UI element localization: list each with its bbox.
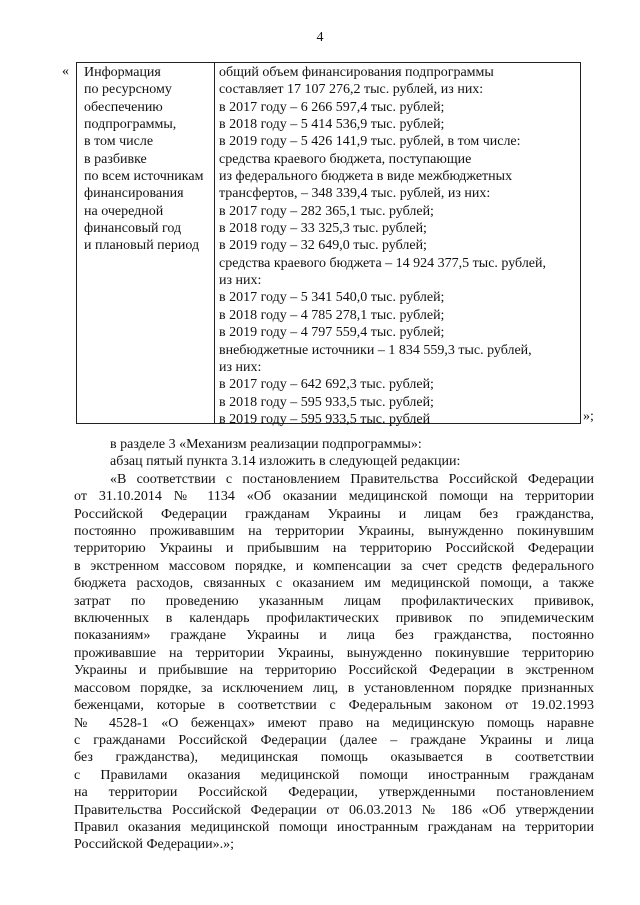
value-line: средства краевого бюджета – 14 924 377,5 тыс. рублей, [219,255,547,271]
value-line: в 2017 году – 642 692,3 тыс. рублей; [219,377,434,393]
paragraph-line: «В соответствии с постановлением Правительства Российской Федерации [110,471,594,487]
section-heading-line: в разделе 3 «Механизм реализации подпрограммы»: [110,437,422,452]
page-number: 4 [316,30,324,45]
label-line: на очередной [84,203,164,219]
label-line: Информация [84,65,161,80]
paragraph-line: с гражданами Российской Федерации (далее – граждане Украины и лица [74,732,594,748]
label-line: по ресурсному [84,82,172,98]
paragraph-line: беженцами, которые в соответствии с Федеральным законом от 19.02.1993 [74,698,594,714]
paragraph-line: с Правилами оказания медицинской помощи иностранным гражданам [74,767,594,783]
value-line: в 2017 году – 5 341 540,0 тыс. рублей; [219,290,445,306]
paragraph-line: Российской Федерации гражданам Украины и лицам без гражданства, [74,506,594,522]
value-line: внебюджетные источники – 1 834 559,3 тыс. рублей, [219,342,532,358]
table-open-quote: « [62,64,69,79]
table-close-quote: »; [583,409,594,424]
paragraph-line: без гражданства), медицинская помощь оказывается в соответствии [74,750,594,766]
paragraph-line: на территории Российской Федерации, утвержденными постановлением [74,785,594,801]
label-line: по всем источникам [84,169,204,185]
paragraph-line: Правительства Российской Федерации от 06.03.2013 № 186 «Об утверждении [74,802,594,818]
resource-info-table [76,62,581,427]
value-line: из федерального бюджета в виде межбюджетных [219,169,513,185]
label-line: в разбивке [84,151,147,167]
value-line: в 2018 году – 4 785 278,1 тыс. рублей; [219,307,445,323]
paragraph-line: в экстренном массовом порядке, и компенсации за счет средств федерального [74,558,594,574]
paragraph-line: Российской Федерации».»; [74,837,235,853]
label-line: подпрограммы, [84,117,177,133]
label-line: финансовый год [84,221,182,237]
label-line: и плановый период [84,238,200,254]
value-line: в 2017 году – 282 365,1 тыс. рублей; [219,203,434,219]
value-line: в 2018 году – 5 414 536,9 тыс. рублей; [219,117,445,133]
label-line: финансирования [84,186,184,202]
paragraph-line: Украины и прибывшие на территорию Российской Федерации в экстренном [74,663,594,679]
table-label-cell [77,63,215,423]
value-line: в 2018 году – 33 325,3 тыс. рублей; [219,221,427,237]
paragraph-line: массовом порядке, за исключением лиц, в установленном порядке признанных [74,680,594,696]
value-line: в 2018 году – 595 933,5 тыс. рублей; [219,394,434,410]
paragraph-line: включенных в календарь профилактических прививок по эпидемическим [74,611,594,627]
value-line: в 2019 году – 32 649,0 тыс. рублей; [219,238,427,254]
instruction-line: абзац пятый пункта 3.14 изложить в следующей редакции: [110,454,461,470]
paragraph-line: показаниям» граждане Украины и лица без гражданства, постоянно [74,628,594,644]
value-line: общий объем финансирования подпрограммы [219,65,494,80]
paragraph-line: бюджета расходов, связанных с оказанием им медицинской помощи, а также [74,576,594,592]
value-line: составляет 17 107 276,2 тыс. рублей, из них: [219,82,484,98]
value-line: в 2019 году – 4 797 559,4 тыс. рублей; [219,325,445,341]
value-line: в 2017 году – 6 266 597,4 тыс. рублей; [219,99,445,115]
table-value-cell [215,63,580,427]
paragraph-line: № 4528-1 «О беженцах» имеют право на медицинскую помощь наравне [74,715,594,731]
value-line: в 2019 году – 5 426 141,9 тыс. рублей, в том числе: [219,134,521,150]
paragraph-line: от 31.10.2014 № 1134 «Об оказании медицинской помощи на территории [74,489,594,505]
document-body [74,436,594,854]
value-line: средства краевого бюджета, поступающие [219,151,472,167]
paragraph-line: постоянно проживавшим на территории Украины, вынужденно покинувшим [74,524,594,540]
paragraph-line: территорию Украины и прибывшим на территорию Российской Федерации [74,541,594,557]
value-line: в 2019 году – 595 933,5 тыс. рублей [219,411,431,427]
paragraph-line: затрат по проведению указанным лицам профилактических прививок, [74,593,594,609]
value-line: трансфертов, – 348 339,4 тыс. рублей, из них: [219,186,491,202]
paragraph-line: проживавшие на территории Украины, вынужденно покинувшие территорию [74,645,594,661]
paragraph-line: Правил оказания медицинской помощи иностранным гражданам на территории [74,819,594,835]
label-line: в том числе [84,134,154,150]
value-line: из них: [219,273,262,289]
label-line: обеспечению [84,99,163,115]
value-line: из них: [219,359,262,375]
